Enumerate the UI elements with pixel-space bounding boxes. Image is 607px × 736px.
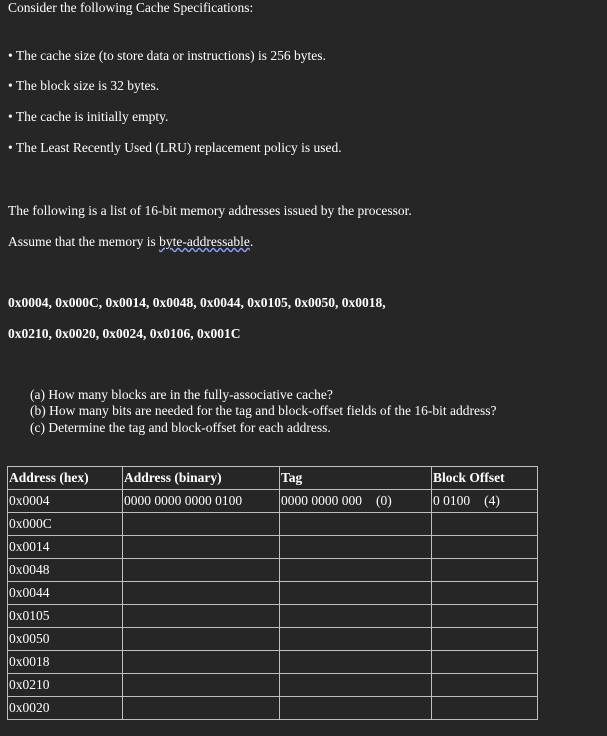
table-row (8, 697, 538, 720)
cell-hex: 0x0048 (8, 559, 123, 582)
cell-tag (280, 513, 432, 536)
bullet-item (8, 48, 326, 64)
bullet-text: The cache is initially empty. (15, 109, 169, 124)
cell-tag (280, 490, 432, 513)
cell-hex: 0x0018 (8, 651, 123, 674)
tag-value: (0) (376, 493, 392, 508)
table-row (8, 582, 538, 605)
offset-value: (4) (484, 493, 500, 508)
question-c: (c) Determine the tag and block-offset for each address. (30, 420, 331, 435)
cell-tag (280, 628, 432, 651)
table-row (8, 559, 538, 582)
cell-offset (432, 490, 538, 513)
question-a: (a) How many blocks are in the fully-associative cache? (30, 387, 333, 402)
cell-binary (123, 605, 280, 628)
cell-binary (123, 628, 280, 651)
cell-offset (432, 513, 538, 536)
address-list-line-2: 0x0210, 0x0020, 0x0024, 0x0106, 0x001C (8, 326, 241, 341)
table-row (8, 536, 538, 559)
table-row (8, 651, 538, 674)
intro-text: Consider the following Cache Specifications: (8, 0, 254, 15)
cell-hex: 0x0014 (8, 536, 123, 559)
table-row (8, 490, 538, 513)
address-list-line-1: 0x0004, 0x000C, 0x0014, 0x0048, 0x0044, 0x0105, 0x0050, 0x0018, (8, 295, 386, 310)
para-byte-addressable (8, 234, 253, 250)
cell-hex: 0x0044 (8, 582, 123, 605)
cell-hex: 0x0004 (8, 490, 123, 513)
cell-tag (280, 582, 432, 605)
bullet-glyph: • (8, 48, 13, 63)
table-row (8, 674, 538, 697)
cell-tag (280, 674, 432, 697)
table-header-row (8, 467, 538, 490)
cell-offset (432, 559, 538, 582)
cell-tag (280, 697, 432, 720)
header-tag: Tag (280, 467, 432, 490)
para2-suffix: . (249, 234, 254, 249)
cell-offset (432, 536, 538, 559)
cell-hex: 0x0050 (8, 628, 123, 651)
tag-bits: 0000 0000 000 (281, 493, 362, 508)
offset-bits: 0 0100 (433, 493, 471, 508)
bullet-item (8, 78, 159, 94)
cell-offset (432, 605, 538, 628)
cell-binary (123, 697, 280, 720)
bullet-item (8, 140, 342, 156)
bullet-text: The cache size (to store data or instructions) is 256 bytes. (15, 48, 326, 63)
bullet-text: The Least Recently Used (LRU) replacement policy is used. (15, 140, 342, 155)
bullet-item (8, 109, 168, 125)
header-block-offset: Block Offset (432, 467, 538, 490)
cell-offset (432, 674, 538, 697)
cell-binary (123, 582, 280, 605)
bullet-glyph: • (8, 140, 13, 155)
cell-offset (432, 697, 538, 720)
bullet-glyph: • (8, 78, 13, 93)
cell-hex: 0x000C (8, 513, 123, 536)
cell-binary (123, 513, 280, 536)
bullet-glyph: • (8, 109, 13, 124)
cell-tag (280, 559, 432, 582)
cell-binary (123, 674, 280, 697)
header-address-hex: Address (hex) (8, 467, 123, 490)
cell-binary (123, 559, 280, 582)
para-address-list-intro: The following is a list of 16-bit memory addresses issued by the processor. (8, 203, 412, 218)
cell-offset (432, 628, 538, 651)
table-row (8, 628, 538, 651)
cell-binary (123, 536, 280, 559)
cell-offset (432, 582, 538, 605)
cell-binary (123, 651, 280, 674)
table-row (8, 605, 538, 628)
byte-addressable-term: byte-addressable (159, 234, 250, 249)
cell-binary: 0000 0000 0000 0100 (123, 490, 280, 513)
address-table (7, 466, 538, 720)
table-row (8, 513, 538, 536)
cell-offset (432, 651, 538, 674)
cell-tag (280, 536, 432, 559)
cell-tag (280, 605, 432, 628)
cell-hex: 0x0020 (8, 697, 123, 720)
cell-tag (280, 651, 432, 674)
para2-prefix: Assume that the memory is (8, 234, 160, 249)
header-address-binary: Address (binary) (123, 467, 280, 490)
bullet-text: The block size is 32 bytes. (15, 78, 160, 93)
cell-hex: 0x0210 (8, 674, 123, 697)
cell-hex: 0x0105 (8, 605, 123, 628)
question-b: (b) How many bits are needed for the tag and block-offset fields of the 16-bit address? (30, 403, 497, 418)
